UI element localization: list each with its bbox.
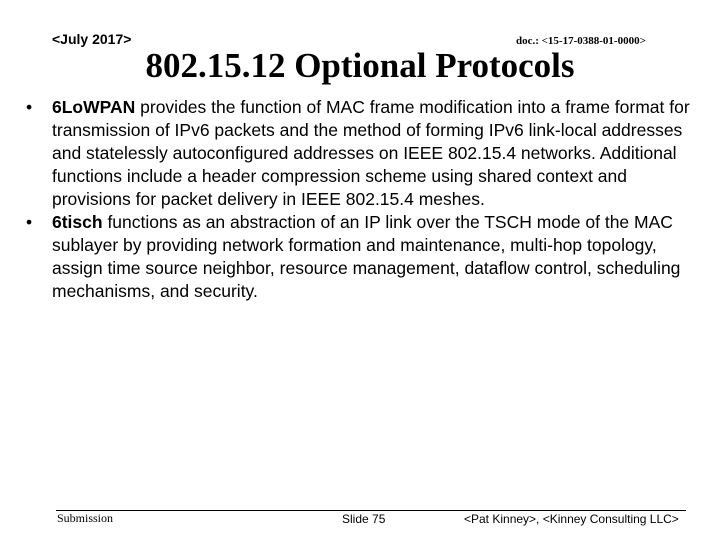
header-doc-number: doc.: <15-17-0388-01-0000> — [516, 35, 646, 47]
bullet-item-6lowpan — [22, 96, 700, 211]
bullet-marker: • — [26, 97, 33, 117]
bullet-term: 6LoWPAN — [52, 97, 136, 117]
slide-title: 802.15.12 Optional Protocols — [145, 46, 575, 85]
bullet-text: functions as an abstraction of an IP link over the TSCH mode of the MAC sublayer by providing network formation and maintenance, multi-hop topology, assign time source neighbor, resource management, dataflow control, scheduling mechanisms, and security. — [52, 212, 681, 301]
header-date: <July 2017> — [52, 31, 132, 47]
bullet-list — [22, 96, 700, 303]
footer-author: <Pat Kinney>, <Kinney Consulting LLC> — [464, 512, 679, 526]
footer-slide-number: Slide 75 — [342, 512, 386, 526]
footer-submission: Submission — [57, 511, 114, 525]
bullet-text: provides the function of MAC frame modification into a frame format for transmission of IPv6 packets and the method of forming IPv6 link-local addresses and statelessly autoconfigured addresses on IEEE 802.15.4 networks. Additional functions include a header compression scheme using shared context and provisions for packet delivery in IEEE 802.15.4 meshes. — [52, 97, 690, 209]
bullet-term: 6tisch — [52, 212, 103, 232]
bullet-item-6tisch — [22, 211, 700, 303]
bullet-marker: • — [26, 212, 33, 232]
footer-divider — [56, 510, 686, 511]
